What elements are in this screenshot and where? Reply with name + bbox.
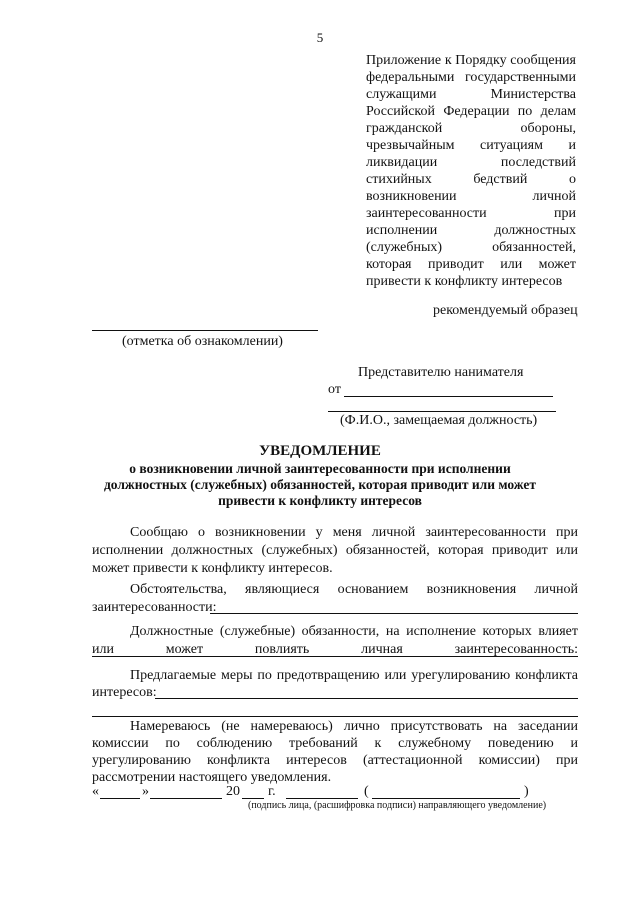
appendix-line: исполнении должностных xyxy=(366,223,576,238)
sig-month-line xyxy=(150,798,222,799)
p3-answer-line xyxy=(92,656,578,657)
appendix-line: ликвидации последствий xyxy=(366,155,576,170)
ack-caption: (отметка об ознакомлении) xyxy=(122,334,283,349)
sig-year-suffix: г. xyxy=(268,784,276,799)
body-p5-last: рассмотрении настоящего уведомления. xyxy=(92,770,332,785)
body-p1-last: может привести к конфликту интересов. xyxy=(92,561,333,576)
appendix-line: федеральными государственными xyxy=(366,70,576,85)
appendix-line: заинтересованности при xyxy=(366,206,576,221)
appendix-line: которая приводит или может xyxy=(366,257,576,272)
appendix-line: гражданской обороны, xyxy=(366,121,576,136)
addressee-caption: (Ф.И.О., замещаемая должность) xyxy=(340,413,538,428)
addressee-from-line xyxy=(344,396,553,397)
p2-answer-line xyxy=(210,613,578,614)
signature-caption: (подпись лица, (расшифровка подписи) направляющего уведомление) xyxy=(248,800,547,811)
body-p4-line: Предлагаемые меры по предотвращению или урегулированию конфликта xyxy=(130,668,578,683)
addressee-to: Представителю нанимателя xyxy=(358,365,524,380)
document-subtitle-line: должностных (служебных) обязанностей, которая приводит или может xyxy=(103,477,537,492)
sig-decode-line xyxy=(372,798,520,799)
sig-day-line xyxy=(100,798,140,799)
appendix-line: Российской Федерации по делам xyxy=(366,104,576,119)
body-p4-label: интересов: xyxy=(92,685,157,700)
sig-signature-line xyxy=(286,798,358,799)
appendix-line: (служебных) обязанностей, xyxy=(366,240,576,255)
page-number: 5 xyxy=(316,30,324,45)
appendix-line: стихийных бедствий о xyxy=(366,172,576,187)
sig-paren-close: ) xyxy=(524,784,529,799)
sig-year-line xyxy=(242,798,264,799)
sig-year-prefix: 20 xyxy=(226,784,240,799)
sig-close-quote: » xyxy=(142,784,149,799)
body-p2-line: Обстоятельства, являющиеся основанием возникновения личной xyxy=(130,582,578,597)
addressee-from-prefix: от xyxy=(328,382,341,397)
body-p5-line: комиссии по соблюдению требований к служебному поведению и xyxy=(92,736,578,751)
body-p2-label: заинтересованности: xyxy=(92,600,217,615)
body-p3-line: Должностные (служебные) обязанности, на исполнение которых влияет xyxy=(130,624,578,639)
body-p1-line: Сообщаю о возникновении у меня личной заинтересованности при xyxy=(130,525,578,540)
appendix-line: служащими Министерства xyxy=(366,87,576,102)
sig-paren-open: ( xyxy=(364,784,369,799)
body-p5-line: урегулированию конфликта интересов (аттестационной комиссии) при xyxy=(92,753,578,768)
p4-answer-line xyxy=(155,698,578,699)
ack-line xyxy=(92,330,318,331)
body-p1-line: исполнении должностных (служебных) обязанностей, которая приводит или xyxy=(92,543,578,558)
appendix-line-last: привести к конфликту интересов xyxy=(366,274,563,289)
sample-note: рекомендуемый образец xyxy=(433,303,578,318)
body-p3-line: или может повлиять личная заинтересованность: xyxy=(92,642,578,657)
appendix-line: возникновении личной xyxy=(366,189,576,204)
document-subtitle-line: о возникновении личной заинтересованности при исполнении xyxy=(129,461,511,476)
body-p5-line: Намереваюсь (не намереваюсь) лично присутствовать на заседании xyxy=(130,719,578,734)
document-title: УВЕДОМЛЕНИЕ xyxy=(259,443,381,459)
sig-open-quote: « xyxy=(92,784,99,799)
document-subtitle-line: привести к конфликту интересов xyxy=(218,493,422,508)
addressee-position-line xyxy=(328,411,556,412)
appendix-line: чрезвычайным ситуациям и xyxy=(366,138,576,153)
appendix-line: Приложение к Порядку сообщения xyxy=(366,53,576,68)
